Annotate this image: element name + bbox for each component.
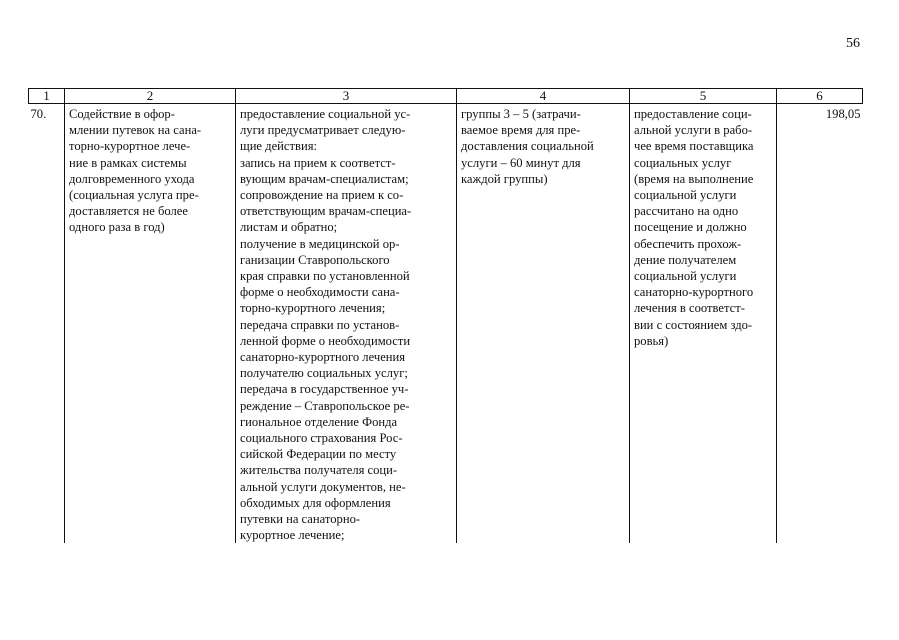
service-name-line: ние в рамках системы	[69, 155, 187, 170]
service-conditions-line: (время на выполнение	[634, 171, 754, 186]
service-time-line: группы 3 – 5 (затрачи-	[461, 107, 581, 121]
service-name-line: одного раза в год)	[69, 220, 165, 235]
service-time-line: услуги – 60 минут для	[461, 155, 581, 170]
service-time-line: ваемое время для пре-	[461, 123, 581, 138]
service-conditions-line: социальной услуги	[634, 269, 737, 284]
service-description-line: обходимых для оформления	[240, 495, 391, 510]
col-header-6: 6	[777, 89, 863, 104]
service-conditions-line: ровья)	[634, 333, 669, 348]
col-header-5: 5	[630, 89, 777, 104]
service-description-line: гиональное отделение Фонда	[240, 414, 398, 429]
service-description-line: сийской Федерации по месту	[240, 447, 397, 462]
service-description-line: передача справки по установ-	[240, 317, 400, 332]
service-name-line: долговременного ухода	[69, 171, 195, 186]
service-description-line: сопровождение на прием к со-	[240, 188, 404, 203]
service-name-line: доставляется не более	[69, 204, 188, 219]
service-conditions-line: чее время поставщика	[634, 139, 754, 154]
service-name-line: (социальная услуга пре-	[69, 188, 199, 203]
service-description-line: ленной форме о необходимости	[240, 333, 411, 348]
table-row	[29, 104, 863, 544]
service-description-line: ганизации Ставропольского	[240, 252, 390, 267]
service-description-line: получение в медицинской ор-	[240, 236, 400, 251]
service-description-line: запись на прием к соответст-	[240, 155, 396, 170]
service-description-line: края справки по установленной	[240, 269, 410, 284]
service-conditions-line: рассчитано на одно	[634, 204, 739, 219]
service-description-line: ответствующим врачам-специа-	[240, 204, 412, 219]
service-name-line: Содействие в офор-	[69, 107, 175, 121]
service-price: 198,05	[777, 104, 863, 544]
page-number: 56	[846, 36, 860, 51]
service-name-line: торно-курортное лече-	[69, 139, 191, 154]
service-description-line: щие действия:	[240, 139, 317, 154]
service-conditions-line: дение получателем	[634, 252, 737, 267]
service-conditions-line: посещение и должно	[634, 220, 747, 235]
service-name	[65, 104, 236, 544]
service-description-line: передача в государственное уч-	[240, 382, 409, 397]
header-row	[29, 89, 863, 104]
service-description-line: торно-курортного лечения;	[240, 301, 386, 316]
service-conditions-line: социальных услуг	[634, 155, 732, 170]
service-conditions	[630, 104, 777, 544]
service-description-line: форме о необходимости сана-	[240, 285, 400, 300]
service-description-line: луги предусматривает следую-	[240, 123, 406, 138]
service-name-line: млении путевок на сана-	[69, 123, 202, 138]
service-conditions-line: вии с состоянием здо-	[634, 317, 753, 332]
col-header-3: 3	[236, 89, 457, 104]
service-description-line: курортное лечение;	[240, 528, 345, 543]
service-conditions-line: предоставление соци-	[634, 107, 752, 121]
service-time-line: каждой группы)	[461, 171, 548, 186]
row-number: 70.	[29, 104, 65, 544]
service-conditions-line: социальной услуги	[634, 188, 737, 203]
service-description-line: жительства получателя соци-	[240, 463, 398, 478]
service-conditions-line: санаторно-курортного	[634, 285, 754, 300]
services-table	[28, 88, 863, 543]
service-description-line: реждение – Ставропольское ре-	[240, 398, 410, 413]
service-description-line: получателю социальных услуг;	[240, 366, 408, 381]
col-header-4: 4	[457, 89, 630, 104]
service-description	[236, 104, 457, 544]
service-conditions-line: обеспечить прохож-	[634, 236, 742, 251]
service-description-line: листам и обратно;	[240, 220, 338, 235]
col-header-1: 1	[29, 89, 65, 104]
service-description-line: санаторно-курортного лечения	[240, 350, 406, 365]
service-conditions-line: альной услуги в рабо-	[634, 123, 753, 138]
service-description-line: путевки на санаторно-	[240, 512, 361, 527]
service-description-line: социального страхования Рос-	[240, 431, 403, 446]
service-description-line: вующим врачам-специалистам;	[240, 171, 409, 186]
service-time	[457, 104, 630, 544]
service-time-line: доставления социальной	[461, 139, 594, 154]
service-description-line: альной услуги документов, не-	[240, 479, 406, 494]
col-header-2: 2	[65, 89, 236, 104]
service-description-line: предоставление социальной ус-	[240, 107, 411, 121]
service-conditions-line: лечения в соответст-	[634, 301, 745, 316]
